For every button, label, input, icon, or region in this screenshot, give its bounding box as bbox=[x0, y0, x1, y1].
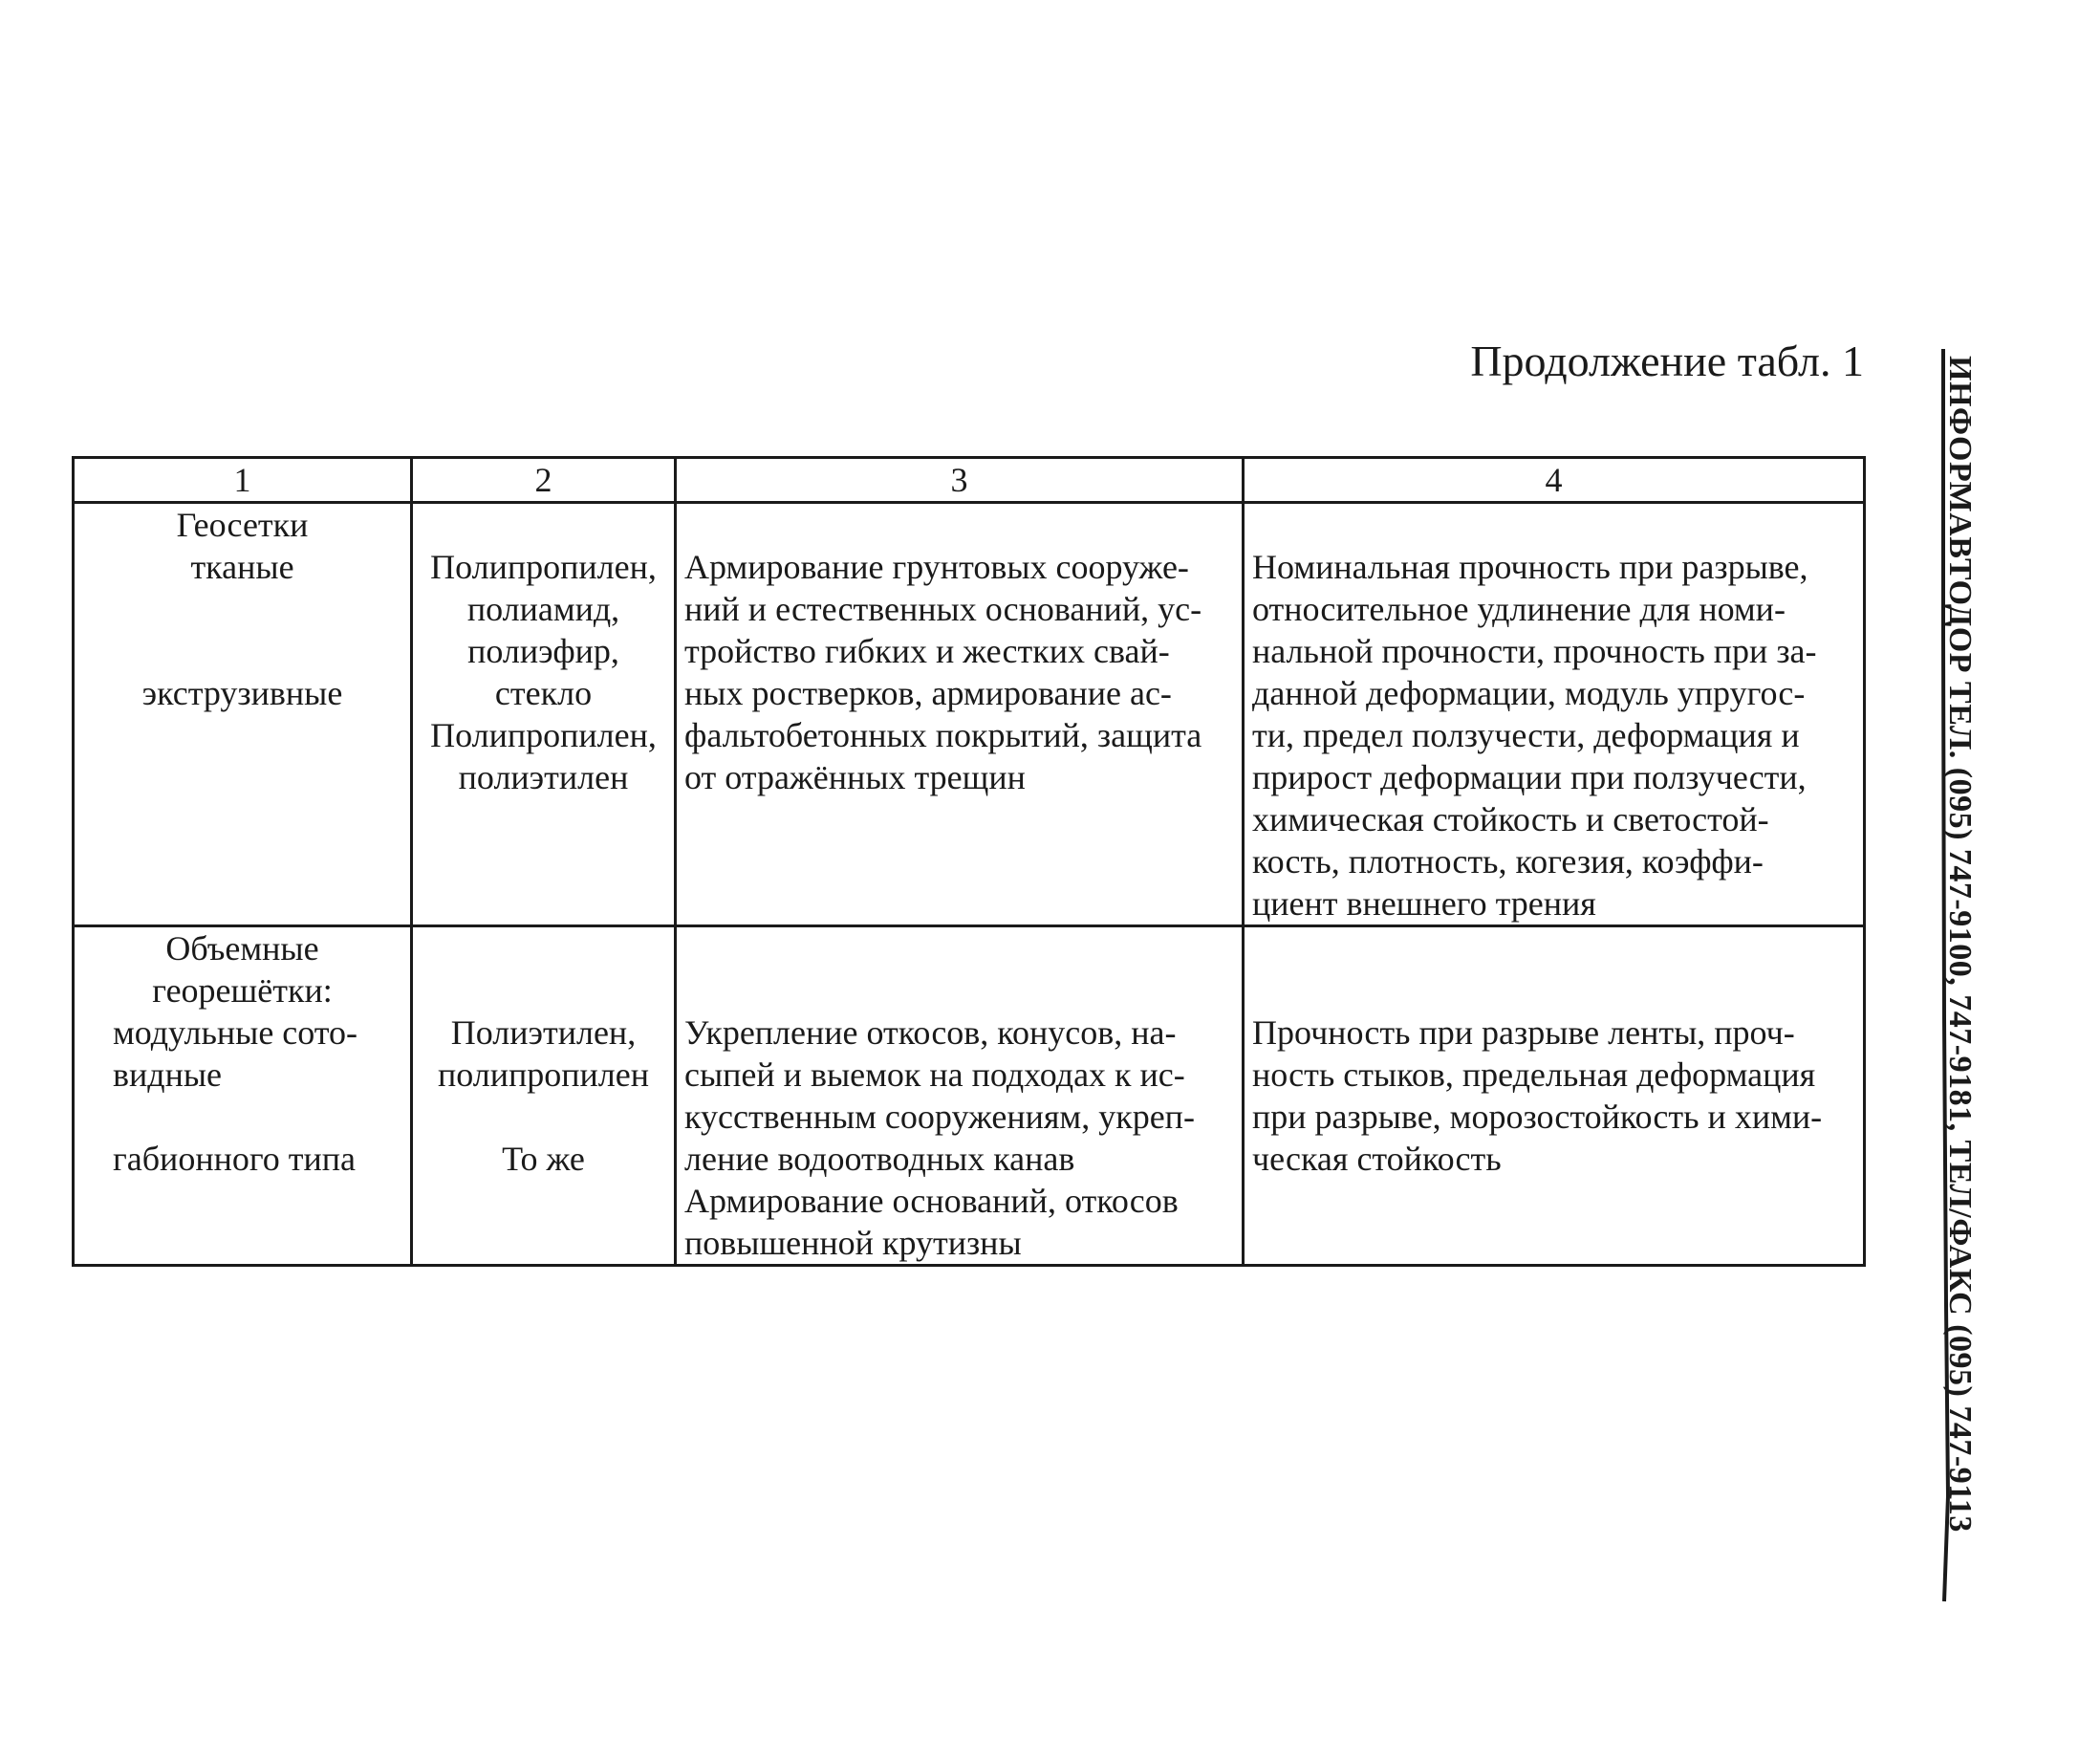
table-row bbox=[74, 926, 1865, 1266]
header-col-4: 4 bbox=[1244, 458, 1865, 503]
cell-line: георешётки: bbox=[152, 971, 333, 1010]
cell-line: повышенной крутизны bbox=[684, 1224, 1022, 1262]
cell-properties bbox=[1244, 503, 1865, 926]
cell-line: при разрыве, морозостойкость и хими- bbox=[1252, 1098, 1823, 1136]
cell-line: Геосетки bbox=[176, 506, 309, 544]
cell-line: ление водоотводных канав bbox=[684, 1140, 1075, 1178]
cell-line: Армирование оснований, откосов bbox=[684, 1182, 1179, 1220]
cell-line: полиамид, bbox=[466, 590, 620, 628]
cell-line: видные bbox=[113, 1055, 223, 1094]
cell-line: Полипропилен, bbox=[430, 716, 657, 754]
cell-line: Номинальная прочность при разрыве, bbox=[1252, 548, 1808, 586]
cell-line: относительное удлинение для номи- bbox=[1252, 590, 1786, 628]
cell-line: модульные сото- bbox=[113, 1013, 358, 1052]
cell-line: ческая стойкость bbox=[1252, 1140, 1502, 1178]
cell-line: Объемные bbox=[165, 929, 319, 968]
cell-line: Армирование грунтовых сооруже- bbox=[684, 548, 1189, 586]
cell-line: Полипропилен, bbox=[430, 548, 657, 586]
cell-line: Полиэтилен, bbox=[450, 1013, 637, 1052]
cell-line: тканые bbox=[190, 548, 294, 586]
table-header-row bbox=[74, 458, 1865, 503]
cell-line: данной деформации, модуль упругос- bbox=[1252, 674, 1806, 712]
cell-line: ти, предел ползучести, деформация и bbox=[1252, 716, 1800, 754]
cell-line: габионного типа bbox=[113, 1140, 356, 1178]
cell-line: кусственным сооружениям, укреп- bbox=[684, 1098, 1195, 1136]
cell-raw-material bbox=[412, 503, 676, 926]
cell-line: стекло bbox=[494, 674, 593, 712]
cell-line: ных ростверков, армирование ас- bbox=[684, 674, 1172, 712]
header-col-3: 3 bbox=[676, 458, 1244, 503]
header-col-1: 1 bbox=[74, 458, 412, 503]
cell-line: ний и естественных оснований, ус- bbox=[684, 590, 1202, 628]
cell-line: Прочность при разрыве ленты, проч- bbox=[1252, 1013, 1795, 1052]
cell-application bbox=[676, 503, 1244, 926]
cell-line: химическая стойкость и светостой- bbox=[1252, 800, 1769, 838]
cell-line: полиэтилен bbox=[458, 758, 629, 796]
cell-line: фальтобетонных покрытий, защита bbox=[684, 716, 1202, 754]
cell-line: экструзивные bbox=[141, 674, 343, 712]
cell-line: То же bbox=[502, 1140, 585, 1178]
cell-application bbox=[676, 926, 1244, 1266]
cell-line: нальной прочности, прочность при за- bbox=[1252, 632, 1817, 670]
table-row bbox=[74, 503, 1865, 926]
cell-line: Укрепление откосов, конусов, на- bbox=[684, 1013, 1177, 1052]
cell-material-type bbox=[74, 926, 412, 1266]
table-caption: Продолжение табл. 1 bbox=[1470, 337, 1864, 385]
cell-line: прирост деформации при ползучести, bbox=[1252, 758, 1807, 796]
cell-line: полиэфир, bbox=[467, 632, 619, 670]
cell-line: кость, плотность, когезия, коэффи- bbox=[1252, 842, 1764, 881]
cell-raw-material bbox=[412, 926, 676, 1266]
cell-line: полипропилен bbox=[437, 1055, 650, 1094]
cell-line: циент внешнего трения bbox=[1252, 884, 1596, 923]
cell-line: сыпей и выемок на подходах к ис- bbox=[684, 1055, 1185, 1094]
cell-line: ность стыков, предельная деформация bbox=[1252, 1055, 1816, 1094]
publisher-stamp: ИНФОРМАВТОДОР ТЕЛ. (095) 747-9100, 747-9181, ТЕЛ/ФАКС (095) 747-9113 bbox=[1942, 356, 1978, 1533]
spec-table bbox=[72, 456, 1866, 1267]
header-col-2: 2 bbox=[412, 458, 676, 503]
cell-material-type bbox=[74, 503, 412, 926]
cell-line: от отражённых трещин bbox=[684, 758, 1026, 796]
cell-line: тройство гибких и жестких свай- bbox=[684, 632, 1170, 670]
cell-properties bbox=[1244, 926, 1865, 1266]
